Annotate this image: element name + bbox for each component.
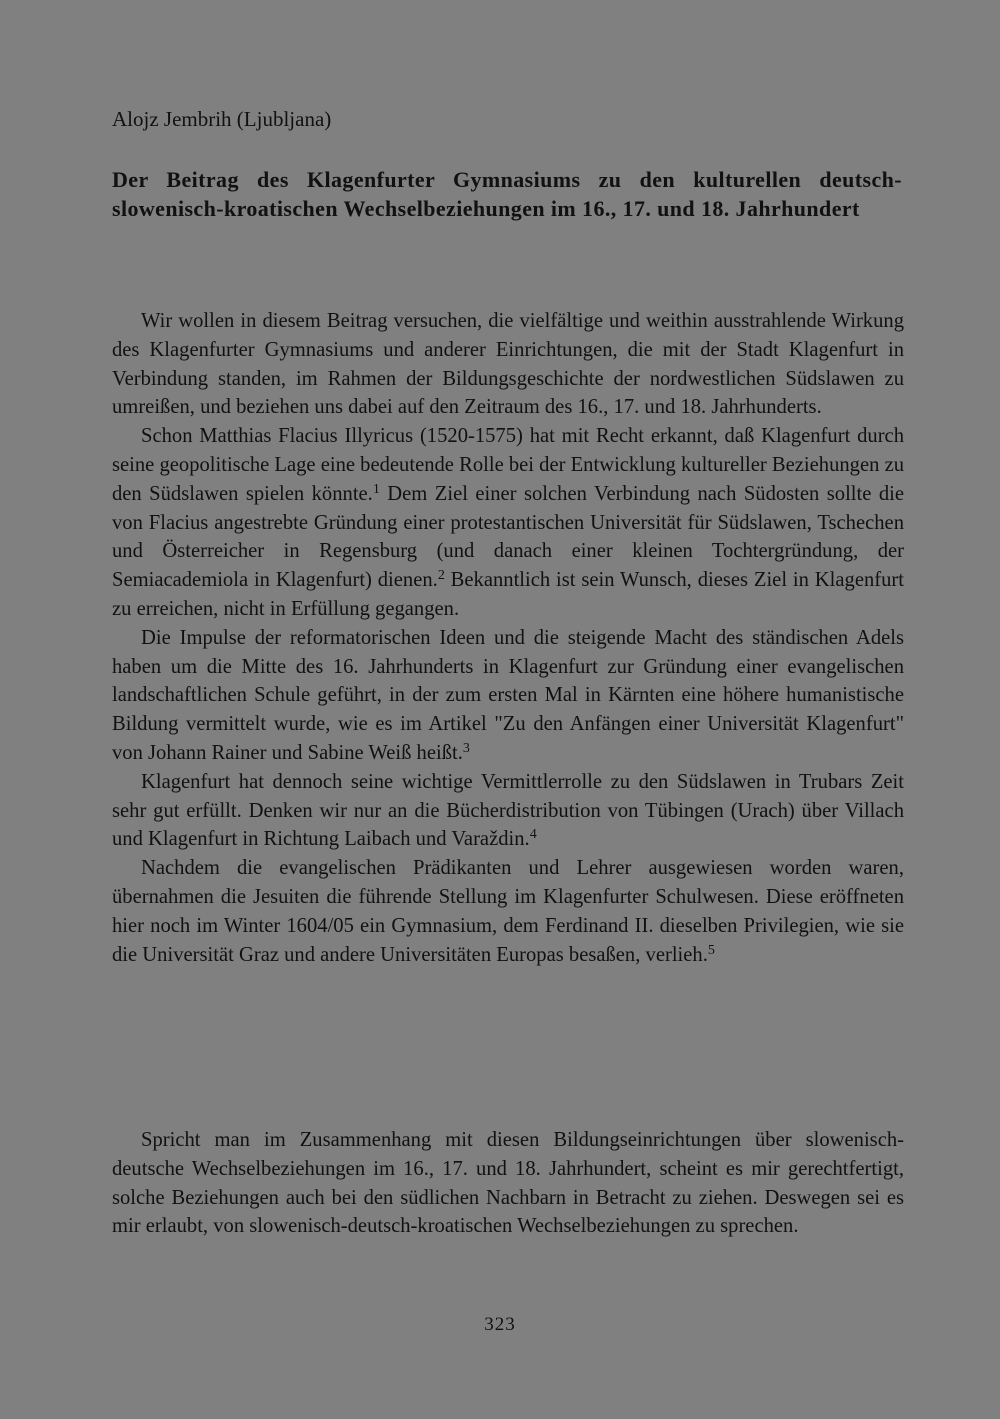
paragraph-5 <box>112 854 904 969</box>
paragraph-5-text: Nachdem die evangelischen Prädikanten und Lehrer ausgewiesen worden waren, übernahmen die Jesuiten die führende Stellung im Klagenfurter Schulwesen. Diese eröffneten hier noch im Winter 1604/05 ein Gymnasium, dem Ferdinand II. dieselben Privilegien, wie sie die Universität Graz und andere Universitäten Europas besaßen, verlieh. <box>112 857 904 966</box>
paragraph-6: Spricht man im Zusammenhang mit diesen Bildungseinrichtungen über slowenisch-deutsche Wechselbeziehungen im 16., 17. und 18. Jahrhundert, scheint es mir gerechtfertigt, solche Beziehungen auch bei den südlichen Nachbarn in Betracht zu ziehen. Deswegen sei es mir erlaubt, von slowenisch-deutsch-kroatischen Wechselbeziehungen zu sprechen. <box>112 1129 904 1238</box>
body-section-2 <box>112 1126 904 1241</box>
paragraph-2 <box>112 422 904 624</box>
paragraph-3-text: Die Impulse der reformatorischen Ideen und die steigende Macht des ständischen Adels haben um die Mitte des 16. Jahrhunderts in Klagenfurt zur Gründung einer evangelischen landschaftlichen Schule geführt, in der zum ersten Mal in Kärnten eine höhere humanistische Bildung vermittelt wurde, wie es im Artikel "Zu den Anfängen einer Universität Klagenfurt" von Johann Rainer und Sabine Weiß heißt. <box>112 626 904 764</box>
paragraph-2-text-c: Bekanntlich ist sein Wunsch, dieses Ziel in Klagenfurt zu erreichen, nicht in Erfüllung gegangen. <box>112 569 904 620</box>
paragraph-2-text-a: Schon Matthias Flacius Illyricus (1520-1575) hat mit Recht erkannt, daß Klagenfurt durch seine geopolitische Lage eine bedeutende Rolle bei der Entwicklung kultureller Beziehungen zu den Südslawen spielen könnte. <box>112 425 905 505</box>
body-section-1 <box>112 307 904 969</box>
footnote-marker-2: 2 <box>437 568 445 584</box>
paragraph-1: Wir wollen in diesem Beitrag versuchen, die vielfältige und weithin ausstrahlende Wirkung des Klagenfurter Gymnasiums und anderer Einrichtungen, die mit der Stadt Klagenfurt in Verbindung standen, im Rahmen der Bildungsgeschichte der nordwestlichen Südslawen zu umreißen, und beziehen uns dabei auf den Zeitraum des 16., 17. und 18. Jahrhunderts. <box>112 310 904 419</box>
footnote-marker-5: 5 <box>707 942 715 958</box>
article-title: Der Beitrag des Klagenfurter Gymnasiums zu den kulturellen deutsch-slowenisch-kroatischen Wechselbeziehungen im 16., 17. und 18. Jahrhundert <box>112 167 902 221</box>
footnote-marker-1: 1 <box>372 481 380 497</box>
paragraph-3 <box>112 624 904 768</box>
paragraph-4-text: Klagenfurt hat dennoch seine wichtige Vermittlerrolle zu den Südslawen in Trubars Zeit sehr gut erfüllt. Denken wir nur an die Bücherdistribution von Tübingen (Urach) über Villach und Klagenfurt in Richtung Laibach und Varaždin. <box>112 770 904 851</box>
footnote-marker-4: 4 <box>529 827 537 843</box>
footnote-marker-3: 3 <box>462 740 470 756</box>
page-number: 323 <box>484 1314 516 1335</box>
paragraph-4 <box>112 768 904 854</box>
author-line: Alojz Jembrih (Ljubljana) <box>112 107 332 131</box>
paragraph-2-text-b: Dem Ziel einer solchen Verbindung nach Südosten sollte die von Flacius angestrebte Gründung einer protestantischen Universität für Südslawen, Tschechen und Österreicher in Regensburg (und danach einer kleinen Tochtergründung, der Semiacademiola in Klagenfurt) dienen. <box>112 482 904 592</box>
